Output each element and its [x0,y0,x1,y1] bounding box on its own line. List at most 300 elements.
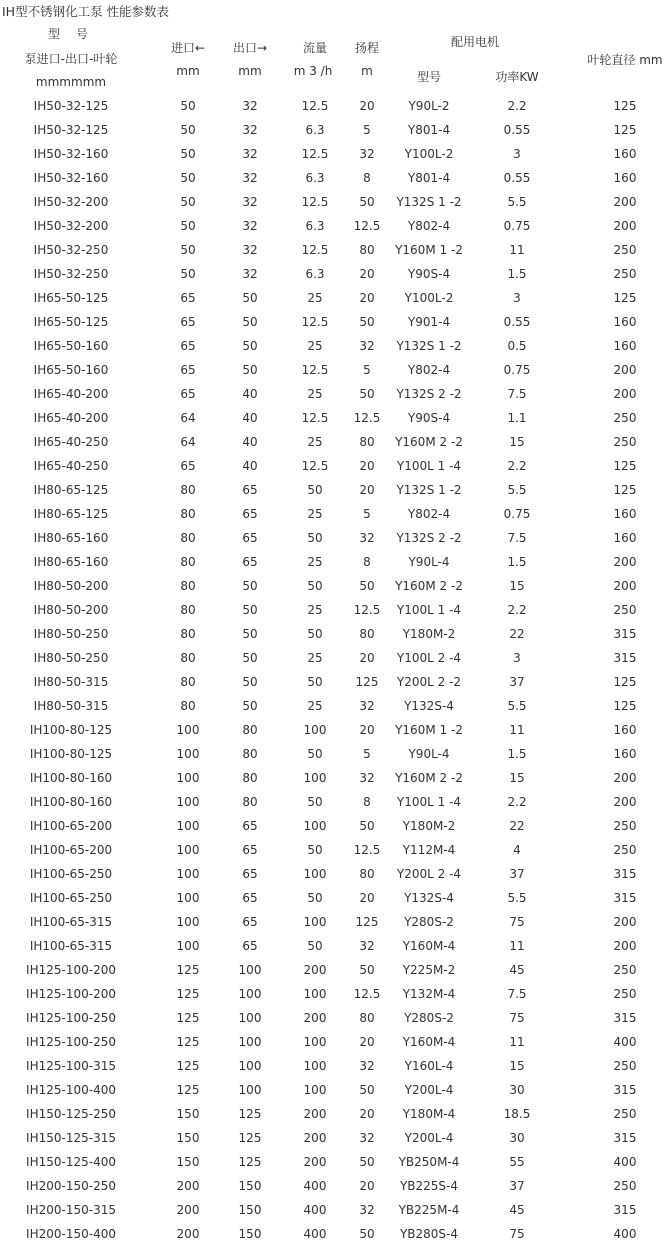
cell-motor-model: Y112M-4 [402,843,456,857]
cell-flow: 50 [307,579,323,593]
cell-inlet: 80 [180,603,196,617]
cell-head: 80 [359,435,375,449]
cell-impeller-diameter: 250 [613,435,637,449]
cell-model: IH80-65-160 [33,531,109,545]
cell-head: 32 [359,1131,375,1145]
cell-motor-power: 1.5 [507,267,527,281]
cell-motor-model: Y100L-2 [404,291,454,305]
table-row [0,1006,669,1030]
table-row [0,1054,669,1078]
cell-model: IH100-65-200 [29,819,113,833]
cell-inlet: 125 [176,1011,200,1025]
cell-model: IH150-125-250 [26,1107,116,1121]
cell-head: 50 [359,195,375,209]
cell-head: 50 [359,819,375,833]
cell-motor-model: YB225M-4 [398,1203,460,1217]
cell-flow: 12.5 [301,243,329,257]
cell-impeller-diameter: 250 [613,819,637,833]
cell-outlet: 50 [242,291,258,305]
table-row [0,838,669,862]
table-row [0,118,669,142]
cell-motor-power: 1.5 [507,555,527,569]
cell-motor-power: 11 [509,243,525,257]
table-row [0,958,669,982]
cell-head: 32 [359,939,375,953]
cell-head: 5 [363,123,371,137]
cell-motor-model: Y225M-2 [402,963,456,977]
cell-inlet: 100 [176,819,200,833]
cell-motor-model: Y90L-4 [408,747,450,761]
cell-flow: 50 [307,483,323,497]
cell-motor-model: Y132S 1 -2 [396,195,462,209]
table-row [0,166,669,190]
cell-impeller-diameter: 125 [613,699,637,713]
cell-flow: 50 [307,747,323,761]
cell-head: 50 [359,1155,375,1169]
cell-motor-model: Y802-4 [407,219,451,233]
cell-impeller-diameter: 125 [613,459,637,473]
cell-motor-model: Y100L 1 -4 [396,795,462,809]
cell-head: 20 [359,1179,375,1193]
cell-head: 12.5 [353,219,381,233]
cell-head: 32 [359,771,375,785]
cell-outlet: 50 [242,339,258,353]
cell-inlet: 100 [176,795,200,809]
cell-flow: 200 [303,1011,327,1025]
cell-head: 12.5 [353,987,381,1001]
cell-motor-power: 0.75 [503,363,531,377]
table-row [0,742,669,766]
cell-impeller-diameter: 160 [613,339,637,353]
cell-inlet: 80 [180,507,196,521]
cell-motor-power: 75 [509,1227,525,1241]
cell-motor-model: Y90S-4 [407,411,451,425]
cell-flow: 100 [303,723,327,737]
cell-motor-model: Y801-4 [407,171,451,185]
table-row [0,286,669,310]
cell-outlet: 65 [242,555,258,569]
cell-motor-model: Y200L-4 [404,1131,454,1145]
cell-impeller-diameter: 200 [613,579,637,593]
cell-motor-model: Y180M-4 [402,1107,456,1121]
cell-motor-power: 30 [509,1131,525,1145]
cell-motor-power: 0.55 [503,171,531,185]
cell-model: IH65-40-250 [33,459,109,473]
cell-model: IH125-100-400 [26,1083,116,1097]
cell-model: IH80-65-160 [33,555,109,569]
cell-head: 80 [359,1011,375,1025]
cell-motor-power: 15 [509,771,525,785]
cell-head: 32 [359,699,375,713]
cell-flow: 25 [307,603,323,617]
cell-head: 8 [363,171,371,185]
cell-inlet: 150 [176,1107,200,1121]
cell-motor-power: 7.5 [507,531,527,545]
cell-flow: 200 [303,1131,327,1145]
cell-model: IH65-50-125 [33,315,109,329]
cell-flow: 100 [303,1083,327,1097]
cell-motor-model: Y801-4 [407,123,451,137]
cell-inlet: 80 [180,555,196,569]
cell-flow: 100 [303,915,327,929]
cell-motor-power: 2.2 [507,459,527,473]
cell-model: IH200-150-250 [26,1179,116,1193]
cell-model: IH80-50-315 [33,699,109,713]
cell-inlet: 50 [180,123,196,137]
cell-model: IH65-50-160 [33,339,109,353]
cell-outlet: 65 [242,939,258,953]
cell-impeller-diameter: 200 [613,363,637,377]
cell-flow: 25 [307,435,323,449]
cell-outlet: 32 [242,147,258,161]
cell-outlet: 65 [242,891,258,905]
header-motor-model: 型号 [416,70,442,84]
cell-motor-model: Y90L-2 [408,99,450,113]
cell-impeller-diameter: 125 [613,123,637,137]
cell-flow: 12.5 [301,363,329,377]
cell-head: 20 [359,891,375,905]
cell-inlet: 65 [180,363,196,377]
cell-impeller-diameter: 315 [613,627,637,641]
cell-motor-power: 22 [509,627,525,641]
cell-motor-power: 75 [509,915,525,929]
cell-flow: 25 [307,507,323,521]
table-row [0,94,669,118]
cell-head: 50 [359,963,375,977]
table-row [0,502,669,526]
cell-outlet: 65 [242,915,258,929]
cell-head: 80 [359,867,375,881]
cell-inlet: 200 [176,1203,200,1217]
cell-inlet: 65 [180,291,196,305]
cell-inlet: 50 [180,99,196,113]
cell-inlet: 125 [176,987,200,1001]
cell-outlet: 50 [242,699,258,713]
table-row [0,262,669,286]
cell-outlet: 50 [242,603,258,617]
cell-motor-model: Y132S-4 [404,891,454,905]
cell-impeller-diameter: 200 [613,219,637,233]
cell-motor-power: 7.5 [507,987,527,1001]
table-row [0,862,669,886]
header-flow: 流量 [302,41,328,55]
cell-impeller-diameter: 250 [613,843,637,857]
cell-inlet: 64 [180,435,196,449]
cell-outlet: 50 [242,627,258,641]
cell-flow: 200 [303,1155,327,1169]
cell-impeller-diameter: 160 [613,171,637,185]
cell-impeller-diameter: 200 [613,387,637,401]
cell-flow: 50 [307,531,323,545]
cell-head: 20 [359,291,375,305]
cell-outlet: 100 [238,963,262,977]
cell-head: 20 [359,459,375,473]
cell-motor-model: Y160M 2 -2 [395,579,463,593]
cell-outlet: 100 [238,1083,262,1097]
cell-motor-power: 5.5 [507,699,527,713]
table-row [0,1222,669,1246]
cell-outlet: 40 [242,411,258,425]
cell-impeller-diameter: 250 [613,411,637,425]
cell-motor-power: 0.55 [503,123,531,137]
cell-flow: 100 [303,1035,327,1049]
cell-impeller-diameter: 250 [613,1107,637,1121]
cell-outlet: 50 [242,363,258,377]
cell-flow: 6.3 [305,171,325,185]
cell-outlet: 80 [242,771,258,785]
cell-inlet: 80 [180,675,196,689]
cell-model: IH50-32-250 [33,267,109,281]
cell-outlet: 100 [238,987,262,1001]
cell-motor-power: 2.2 [507,99,527,113]
cell-outlet: 32 [242,219,258,233]
cell-head: 12.5 [353,411,381,425]
cell-head: 32 [359,1059,375,1073]
cell-inlet: 125 [176,1059,200,1073]
cell-head: 80 [359,243,375,257]
cell-model: IH65-40-200 [33,411,109,425]
cell-flow: 12.5 [301,195,329,209]
cell-head: 20 [359,483,375,497]
cell-model: IH100-80-160 [29,795,113,809]
header-head-unit: m [361,64,373,78]
cell-inlet: 65 [180,315,196,329]
cell-impeller-diameter: 250 [613,963,637,977]
cell-model: IH125-100-250 [26,1011,116,1025]
cell-outlet: 32 [242,243,258,257]
table-row [0,622,669,646]
cell-motor-power: 75 [509,1011,525,1025]
cell-flow: 6.3 [305,123,325,137]
cell-impeller-diameter: 200 [613,771,637,785]
cell-inlet: 80 [180,627,196,641]
table-row [0,910,669,934]
cell-motor-model: Y200L-4 [404,1083,454,1097]
cell-model: IH80-65-125 [33,483,109,497]
cell-impeller-diameter: 125 [613,675,637,689]
cell-flow: 100 [303,867,327,881]
table-row [0,694,669,718]
header-outlet: 出口→ [232,41,268,55]
cell-motor-power: 37 [509,675,525,689]
cell-motor-power: 15 [509,435,525,449]
cell-motor-model: Y180M-2 [402,627,456,641]
cell-inlet: 80 [180,699,196,713]
cell-outlet: 65 [242,843,258,857]
cell-head: 20 [359,1035,375,1049]
cell-head: 125 [355,915,379,929]
cell-motor-model: Y100L 2 -4 [396,651,462,665]
cell-motor-power: 18.5 [503,1107,531,1121]
cell-outlet: 100 [238,1059,262,1073]
cell-flow: 400 [303,1227,327,1241]
cell-motor-model: Y160M 1 -2 [395,243,463,257]
cell-impeller-diameter: 160 [613,531,637,545]
cell-impeller-diameter: 200 [613,915,637,929]
cell-impeller-diameter: 125 [613,483,637,497]
table-row [0,1198,669,1222]
cell-model: IH100-80-125 [29,747,113,761]
table-row [0,670,669,694]
cell-inlet: 100 [176,843,200,857]
cell-impeller-diameter: 250 [613,603,637,617]
cell-flow: 50 [307,675,323,689]
cell-motor-model: Y132S 2 -2 [396,531,462,545]
cell-outlet: 65 [242,819,258,833]
cell-inlet: 100 [176,771,200,785]
cell-motor-model: Y802-4 [407,363,451,377]
cell-impeller-diameter: 250 [613,267,637,281]
cell-motor-model: Y100L 1 -4 [396,459,462,473]
cell-inlet: 50 [180,219,196,233]
cell-model: IH150-125-315 [26,1131,116,1145]
cell-flow: 12.5 [301,99,329,113]
cell-motor-model: Y90S-4 [407,267,451,281]
data-table-body [0,94,669,1246]
cell-flow: 100 [303,819,327,833]
table-row [0,526,669,550]
cell-flow: 6.3 [305,267,325,281]
table-row [0,790,669,814]
cell-motor-model: Y160M-4 [402,1035,456,1049]
cell-motor-power: 4 [513,843,521,857]
cell-head: 20 [359,267,375,281]
cell-motor-model: Y160M-4 [402,939,456,953]
cell-motor-power: 3 [513,147,521,161]
table-row [0,982,669,1006]
cell-model: IH100-65-250 [29,891,113,905]
cell-flow: 6.3 [305,219,325,233]
cell-motor-power: 5.5 [507,195,527,209]
cell-model: IH125-100-200 [26,987,116,1001]
cell-impeller-diameter: 315 [613,1203,637,1217]
cell-motor-power: 3 [513,291,521,305]
table-row [0,598,669,622]
cell-model: IH100-65-200 [29,843,113,857]
cell-head: 20 [359,99,375,113]
cell-model: IH80-65-125 [33,507,109,521]
cell-motor-model: Y802-4 [407,507,451,521]
cell-head: 5 [363,507,371,521]
cell-head: 20 [359,651,375,665]
cell-motor-power: 2.2 [507,603,527,617]
cell-motor-power: 15 [509,579,525,593]
cell-head: 12.5 [353,843,381,857]
cell-flow: 12.5 [301,411,329,425]
cell-motor-power: 1.5 [507,747,527,761]
table-row [0,190,669,214]
header-model-sub: 泵进口-出口-叶轮 [24,52,118,66]
cell-motor-power: 0.75 [503,219,531,233]
cell-model: IH125-100-315 [26,1059,116,1073]
cell-outlet: 125 [238,1155,262,1169]
table-row [0,1030,669,1054]
cell-head: 20 [359,723,375,737]
cell-motor-model: Y100L-2 [404,147,454,161]
cell-outlet: 65 [242,507,258,521]
cell-motor-power: 0.5 [507,339,527,353]
cell-inlet: 50 [180,243,196,257]
cell-flow: 50 [307,627,323,641]
cell-motor-power: 5.5 [507,891,527,905]
cell-impeller-diameter: 200 [613,795,637,809]
cell-model: IH80-50-200 [33,603,109,617]
cell-flow: 12.5 [301,459,329,473]
cell-head: 50 [359,1083,375,1097]
cell-flow: 200 [303,963,327,977]
table-row [0,886,669,910]
cell-inlet: 100 [176,891,200,905]
cell-model: IH100-80-160 [29,771,113,785]
cell-outlet: 50 [242,651,258,665]
cell-outlet: 150 [238,1179,262,1193]
cell-outlet: 100 [238,1035,262,1049]
cell-impeller-diameter: 250 [613,987,637,1001]
cell-head: 32 [359,1203,375,1217]
table-row [0,646,669,670]
cell-inlet: 50 [180,195,196,209]
cell-motor-model: Y132S 1 -2 [396,483,462,497]
cell-motor-power: 5.5 [507,483,527,497]
cell-model: IH50-32-160 [33,171,109,185]
table-row [0,1126,669,1150]
cell-model: IH65-40-200 [33,387,109,401]
cell-motor-power: 55 [509,1155,525,1169]
cell-inlet: 200 [176,1179,200,1193]
cell-motor-power: 11 [509,939,525,953]
table-row [0,1102,669,1126]
table-row [0,406,669,430]
cell-impeller-diameter: 250 [613,243,637,257]
cell-impeller-diameter: 400 [613,1035,637,1049]
cell-head: 50 [359,579,375,593]
header-motor-power: 功率KW [495,70,539,84]
cell-head: 8 [363,795,371,809]
table-row [0,358,669,382]
cell-motor-model: YB250M-4 [398,1155,460,1169]
cell-outlet: 65 [242,867,258,881]
table-row [0,718,669,742]
cell-impeller-diameter: 200 [613,195,637,209]
cell-motor-power: 3 [513,651,521,665]
cell-impeller-diameter: 315 [613,651,637,665]
cell-impeller-diameter: 160 [613,507,637,521]
cell-impeller-diameter: 315 [613,1131,637,1145]
cell-motor-model: Y132S-4 [404,699,454,713]
cell-inlet: 65 [180,459,196,473]
cell-model: IH50-32-200 [33,195,109,209]
cell-model: IH65-50-125 [33,291,109,305]
cell-impeller-diameter: 250 [613,1059,637,1073]
cell-impeller-diameter: 125 [613,291,637,305]
cell-flow: 12.5 [301,315,329,329]
cell-model: IH125-100-200 [26,963,116,977]
cell-impeller-diameter: 400 [613,1155,637,1169]
cell-motor-model: Y200L 2 -2 [396,675,462,689]
cell-model: IH80-50-315 [33,675,109,689]
cell-head: 20 [359,1107,375,1121]
cell-motor-power: 37 [509,867,525,881]
cell-motor-model: Y180M-2 [402,819,456,833]
cell-model: IH50-32-250 [33,243,109,257]
table-row [0,334,669,358]
header-flow-unit: m 3 /h [293,64,333,78]
cell-motor-power: 15 [509,1059,525,1073]
header-inlet: 进口← [170,41,206,55]
cell-head: 32 [359,147,375,161]
cell-inlet: 65 [180,339,196,353]
cell-motor-power: 22 [509,819,525,833]
